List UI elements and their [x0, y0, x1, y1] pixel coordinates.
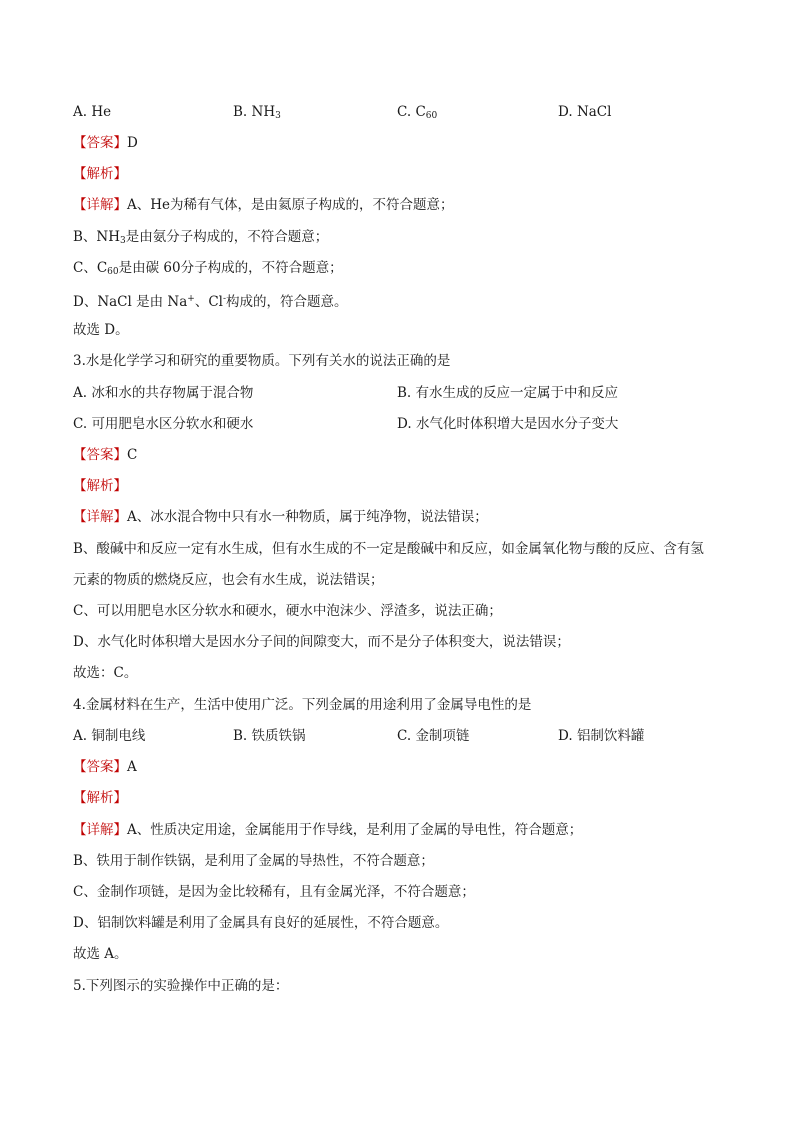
q4-detail-4: D、铝制饮料罐是利用了金属具有良好的延展性，不符合题意。 [73, 915, 449, 931]
q4-stem: 4.金属材料在生产，生活中使用广泛。下列金属的用途利用了金属导电性的是 [73, 697, 532, 713]
q3-option-d: D. 水气化时体积增大是因水分子变大 [397, 416, 619, 432]
q3-analysis-tag: 【解析】 [73, 478, 127, 494]
q4-option-c: C. 金制项链 [397, 728, 470, 744]
detail-tag: 【详解】 [73, 509, 127, 525]
q2-option-a: A. He [73, 104, 112, 120]
q4-detail-1: 【详解】A、性质决定用途，金属能用于作导线，是利用了金属的导电性，符合题意； [73, 822, 583, 838]
q2-option-c: C. $C_{60}$ [397, 104, 438, 121]
q2-detail-4: D、NaCl 是由 Na+、Cl-构成的，符合题意。 [73, 294, 348, 310]
q2-detail-3: C、$C_{60}$是由碳 60分子构成的，不符合题意； [73, 260, 343, 277]
answer-tag: 【答案】 [73, 135, 127, 151]
q3-conclusion: 故选：C。 [73, 665, 138, 681]
q2-conclusion: 故选 D。 [73, 322, 129, 338]
q3-detail-1: 【详解】A、冰水混合物中只有水一种物质，属于纯净物，说法错误； [73, 509, 488, 525]
q3-answer: 【答案】C [73, 447, 138, 463]
q3-option-b: B. 有水生成的反应一定属于中和反应 [397, 385, 619, 401]
q4-option-d: D. 铝制饮料罐 [558, 728, 645, 744]
q3-detail-4: D、水气化时体积增大是因水分子间的间隙变大，而不是分子体积变大，说法错误； [73, 634, 570, 650]
q3-detail-3: C、可以用肥皂水区分软水和硬水，硬水中泡沫少、浮渣多，说法正确； [73, 603, 502, 619]
q2-detail-2: B、$NH_3$是由氨分子构成的，不符合题意； [73, 229, 329, 246]
q4-analysis-tag: 【解析】 [73, 790, 127, 806]
q2-answer: 【答案】D [73, 135, 138, 151]
q3-detail-2a: B、酸碱中和反应一定有水生成，但有水生成的不一定是酸碱中和反应，如金属氧化物与酸的反应、含有氢 [73, 541, 704, 557]
q2-option-d: D. NaCl [558, 104, 612, 120]
detail-tag: 【详解】 [73, 822, 127, 838]
q2-analysis-tag: 【解析】 [73, 166, 127, 182]
q3-option-a: A. 冰和水的共存物属于混合物 [73, 385, 254, 401]
q4-detail-3: C、金制作项链，是因为金比较稀有，且有金属光泽，不符合题意； [73, 884, 475, 900]
q3-detail-2b: 元素的物质的燃烧反应，也会有水生成，说法错误； [73, 572, 384, 588]
q5-stem: 5.下列图示的实验操作中正确的是： [73, 978, 289, 994]
q4-detail-2: B、铁用于制作铁锅，是利用了金属的导热性，不符合题意； [73, 853, 434, 869]
answer-tag: 【答案】 [73, 447, 127, 463]
q3-stem: 3.水是化学学习和研究的重要物质。下列有关水的说法正确的是 [73, 353, 451, 369]
q4-answer: 【答案】A [73, 759, 137, 775]
detail-tag: 【详解】 [73, 197, 127, 213]
answer-tag: 【答案】 [73, 759, 127, 775]
q2-detail-1: 【详解】A、He为稀有气体，是由氦原子构成的，不符合题意； [73, 197, 454, 213]
q3-option-c: C. 可用肥皂水区分软水和硬水 [73, 416, 254, 432]
q4-conclusion: 故选 A。 [73, 946, 128, 962]
q2-option-b: B. $NH_3$ [233, 104, 281, 121]
q4-option-b: B. 铁质铁锅 [233, 728, 306, 744]
q4-option-a: A. 铜制电线 [73, 728, 146, 744]
